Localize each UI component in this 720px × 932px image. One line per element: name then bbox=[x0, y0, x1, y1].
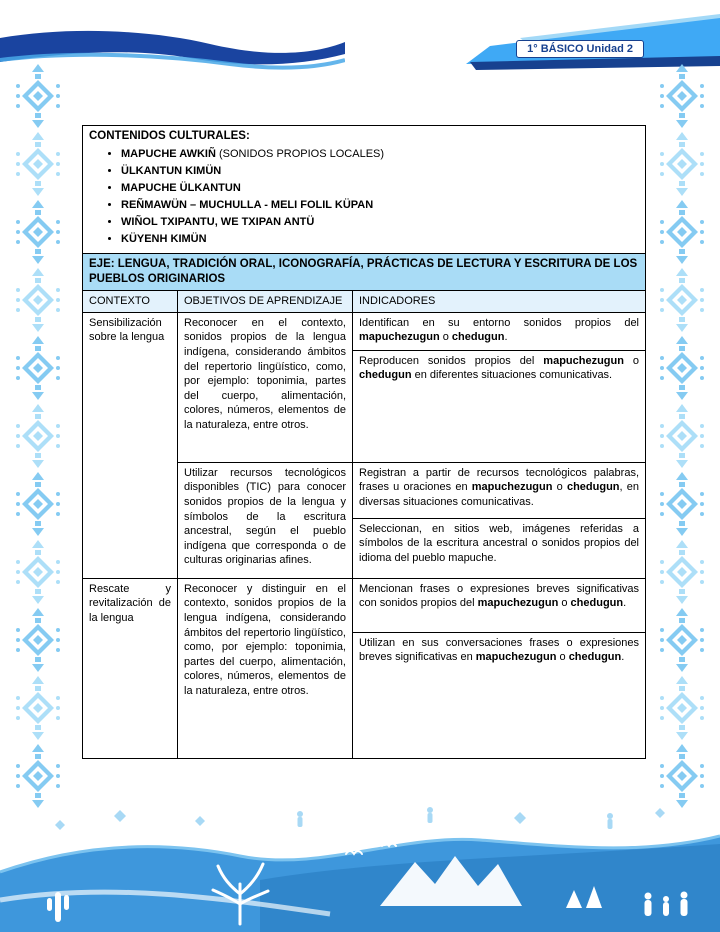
curriculum-table bbox=[82, 125, 646, 759]
cultural-contents-cell bbox=[83, 126, 646, 254]
context-cell: Sensibilización sobre la lengua bbox=[83, 312, 178, 578]
indicator-cell: Identifican en su entorno sonidos propios del mapuchezugun o chedugun. bbox=[353, 312, 646, 350]
indicator-cell: Mencionan frases o expresiones breves significativas con sonidos propios del mapuchezugun o chedugun. bbox=[353, 578, 646, 632]
indicator-cell: Utilizan en sus conversaciones frases o expresiones breves significativas en mapuchezugun o chedugun. bbox=[353, 632, 646, 758]
bottom-landscape-decoration bbox=[0, 800, 720, 932]
list-item: • WIÑOL TXIPANTU, WE TXIPAN ANTÜ bbox=[121, 215, 639, 230]
indicator-cell: Reproducen sonidos propios del mapuchezugun o chedugun en diferentes situaciones comunicativas. bbox=[353, 350, 646, 462]
objective-cell: Reconocer y distinguir en el contexto, sonidos propios de la lengua indígena, considerando ámbitos del repertorio lingüístico, como, por ejemplo: toponimia, partes del cuerpo, alimentación, colores, números, elementos de la naturaleza, entre otros. bbox=[178, 578, 353, 758]
list-item: • KÜYENH KIMÜN bbox=[121, 232, 639, 247]
indicator-cell: Registran a partir de recursos tecnológicos palabras, frases u oraciones en mapuchezugun o chedugun, en diversas situaciones comunicativas. bbox=[353, 462, 646, 518]
column-header-indicadores: INDICADORES bbox=[353, 291, 646, 313]
cultural-contents-list bbox=[89, 147, 639, 247]
right-totem-border bbox=[658, 62, 706, 812]
column-header-objetivos: OBJETIVOS DE APRENDIZAJE bbox=[178, 291, 353, 313]
list-item: • REÑMAWÜN – MUCHULLA - MELI FOLIL KÜPAN bbox=[121, 198, 639, 213]
left-totem-border bbox=[14, 62, 62, 812]
unit-badge: 1° BÁSICO Unidad 2 bbox=[516, 40, 644, 58]
indicator-cell: Seleccionan, en sitios web, imágenes referidas a símbolos de la escritura ancestral o sonidos propios del idioma del pueblo mapuche. bbox=[353, 518, 646, 578]
cultural-contents-title: CONTENIDOS CULTURALES: bbox=[89, 130, 250, 142]
column-header-contexto: CONTEXTO bbox=[83, 291, 178, 313]
list-item: • MAPUCHE ÜLKANTUN bbox=[121, 181, 639, 196]
list-item: • MAPUCHE AWKIÑ (SONIDOS PROPIOS LOCALES) bbox=[121, 147, 639, 162]
list-item: • ÜLKANTUN KIMÜN bbox=[121, 164, 639, 179]
eje-banner: EJE: LENGUA, TRADICIÓN ORAL, ICONOGRAFÍA, PRÁCTICAS DE LECTURA Y ESCRITURA DE LOS PUEBLOS ORIGINARIOS bbox=[83, 253, 646, 291]
objective-cell: Utilizar recursos tecnológicos disponibles (TIC) para conocer sonidos propios de la lengua y símbolos de la escritura ancestral, según el pueblo indígena que corresponda o de culturas originarias afines. bbox=[178, 462, 353, 578]
objective-cell: Reconocer en el contexto, sonidos propios de la lengua indígena, considerando ámbitos del repertorio lingüístico, como, por ejemplo: toponimia, partes del cuerpo, alimentación, colores, números, elementos de la naturaleza, entre otros. bbox=[178, 312, 353, 462]
context-cell: Rescate y revitalización de la lengua bbox=[83, 578, 178, 758]
